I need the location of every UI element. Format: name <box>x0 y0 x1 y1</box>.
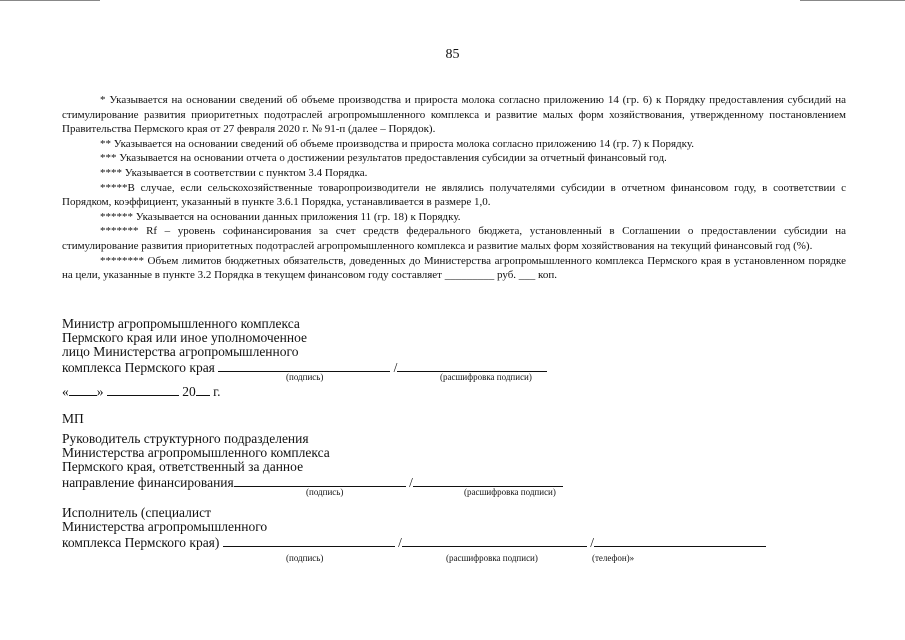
page-number: 85 <box>445 47 460 62</box>
executor-line-2: Министерства агропромышленного <box>62 519 268 534</box>
footnote-1: * Указывается на основании сведений об объеме производства и прироста молока согласно приложению 14 (гр. 6) к Порядку предоставления субсидий на стимулирование развития приоритетных подотраслей агропромышленного комплекса и развитие малых форм хозяйствования, утвержденному постановлением Правительства Пермского края от 27 февраля 2020 г. № 91-п (далее – Порядок). <box>62 94 846 136</box>
executor-signature-caption: (подпись) <box>286 553 324 563</box>
footnote-8: ******** Объем лимитов бюджетных обязательств, доведенных до Министерства агропромышленного комплекса Пермского края в установленном порядке на цели, указанные в пункте 3.2 Порядка в текущем финансовом году составляет _________ руб. ___ коп. <box>62 254 846 282</box>
stamp-label: МП <box>62 411 84 426</box>
footnote-3: *** Указывается на основании отчета о достижении результатов предоставления субсидии за отчетный финансовый год. <box>100 152 667 165</box>
minister-line-3: лицо Министерства агропромышленного <box>62 344 299 359</box>
separator-slash: / <box>409 475 413 490</box>
minister-signature-caption: (подпись) <box>286 372 324 382</box>
separator-slash: / <box>393 360 398 375</box>
footnote-4: **** Указывается в соответствии с пунктом 3.4 Порядка. <box>100 166 368 179</box>
executor-phone-field[interactable] <box>594 534 766 547</box>
minister-decode-caption: (расшифровка подписи) <box>440 372 532 382</box>
head-decode-field[interactable] <box>413 474 563 487</box>
footnote-2: ** Указывается на основании сведений об объеме производства и прироста молока согласно приложению 14 (гр. 7) к Порядку. <box>100 137 694 150</box>
head-line-1: Руководитель структурного подразделения <box>62 431 309 446</box>
executor-line-1: Исполнитель (специалист <box>62 505 212 520</box>
footnote-7: ******* Rf – уровень софинансирования за счет средств федерального бюджета, установленный в Соглашении о предоставлении субсидии на стимулирование развития приоритетных подотраслей агропромышленного комплекса и развитие малых форм хозяйствования на текущий финансовый год (%). <box>62 225 846 252</box>
footnote-6: ****** Указывается на основании данных приложения 11 (гр. 18) к Порядку. <box>100 210 461 223</box>
head-decode-caption: (расшифровка подписи) <box>464 487 556 497</box>
separator-slash: / <box>590 535 595 550</box>
separator-slash: / <box>398 535 402 550</box>
top-edge-line-right <box>800 0 905 1</box>
footnotes <box>62 93 846 283</box>
executor-line-3-text: комплекса Пермского края) <box>62 535 220 550</box>
date-open-quote: « <box>62 384 69 399</box>
head-line-4-text: направление финансирования <box>62 475 234 490</box>
top-edge-line-left <box>0 0 100 1</box>
executor-decode-field[interactable] <box>402 534 587 547</box>
head-signature-field[interactable] <box>234 474 406 487</box>
minister-signature-block <box>62 317 547 375</box>
executor-line-3 <box>62 534 766 550</box>
minister-line-2: Пермского края или иное уполномоченное <box>62 330 308 345</box>
date-year-field[interactable] <box>196 383 210 396</box>
head-line-3: Пермского края, ответственный за данное <box>62 459 304 474</box>
head-signature-caption: (подпись) <box>306 487 344 497</box>
date-line <box>62 383 221 400</box>
date-year-suffix: г. <box>213 384 221 399</box>
date-day-field[interactable] <box>69 383 97 396</box>
executor-signature-field[interactable] <box>223 534 395 547</box>
date-month-field[interactable] <box>107 383 179 396</box>
minister-decode-field[interactable] <box>397 359 547 372</box>
head-signature-block <box>62 432 563 490</box>
executor-decode-caption: (расшифровка подписи) <box>446 553 538 563</box>
date-close-quote: » <box>96 384 104 399</box>
head-line-2: Министерства агропромышленного комплекса <box>62 445 330 460</box>
minister-line-1: Министр агропромышленного комплекса <box>62 316 300 331</box>
footnote-5: *****В случае, если сельскохозяйственные товаропроизводители не являлись получателями субсидии в отчетном финансовом году, в соответствии с Порядком, коэффициент, указанный в пункте 3.6.1 Порядка, устанавливается в размере 1,0. <box>62 181 846 209</box>
executor-phone-caption: (телефон)» <box>592 553 635 563</box>
executor-signature-block <box>62 506 766 550</box>
date-year-prefix: 20 <box>182 384 196 399</box>
minister-line-4-text: комплекса Пермского края <box>62 360 215 375</box>
minister-signature-field[interactable] <box>218 359 390 372</box>
